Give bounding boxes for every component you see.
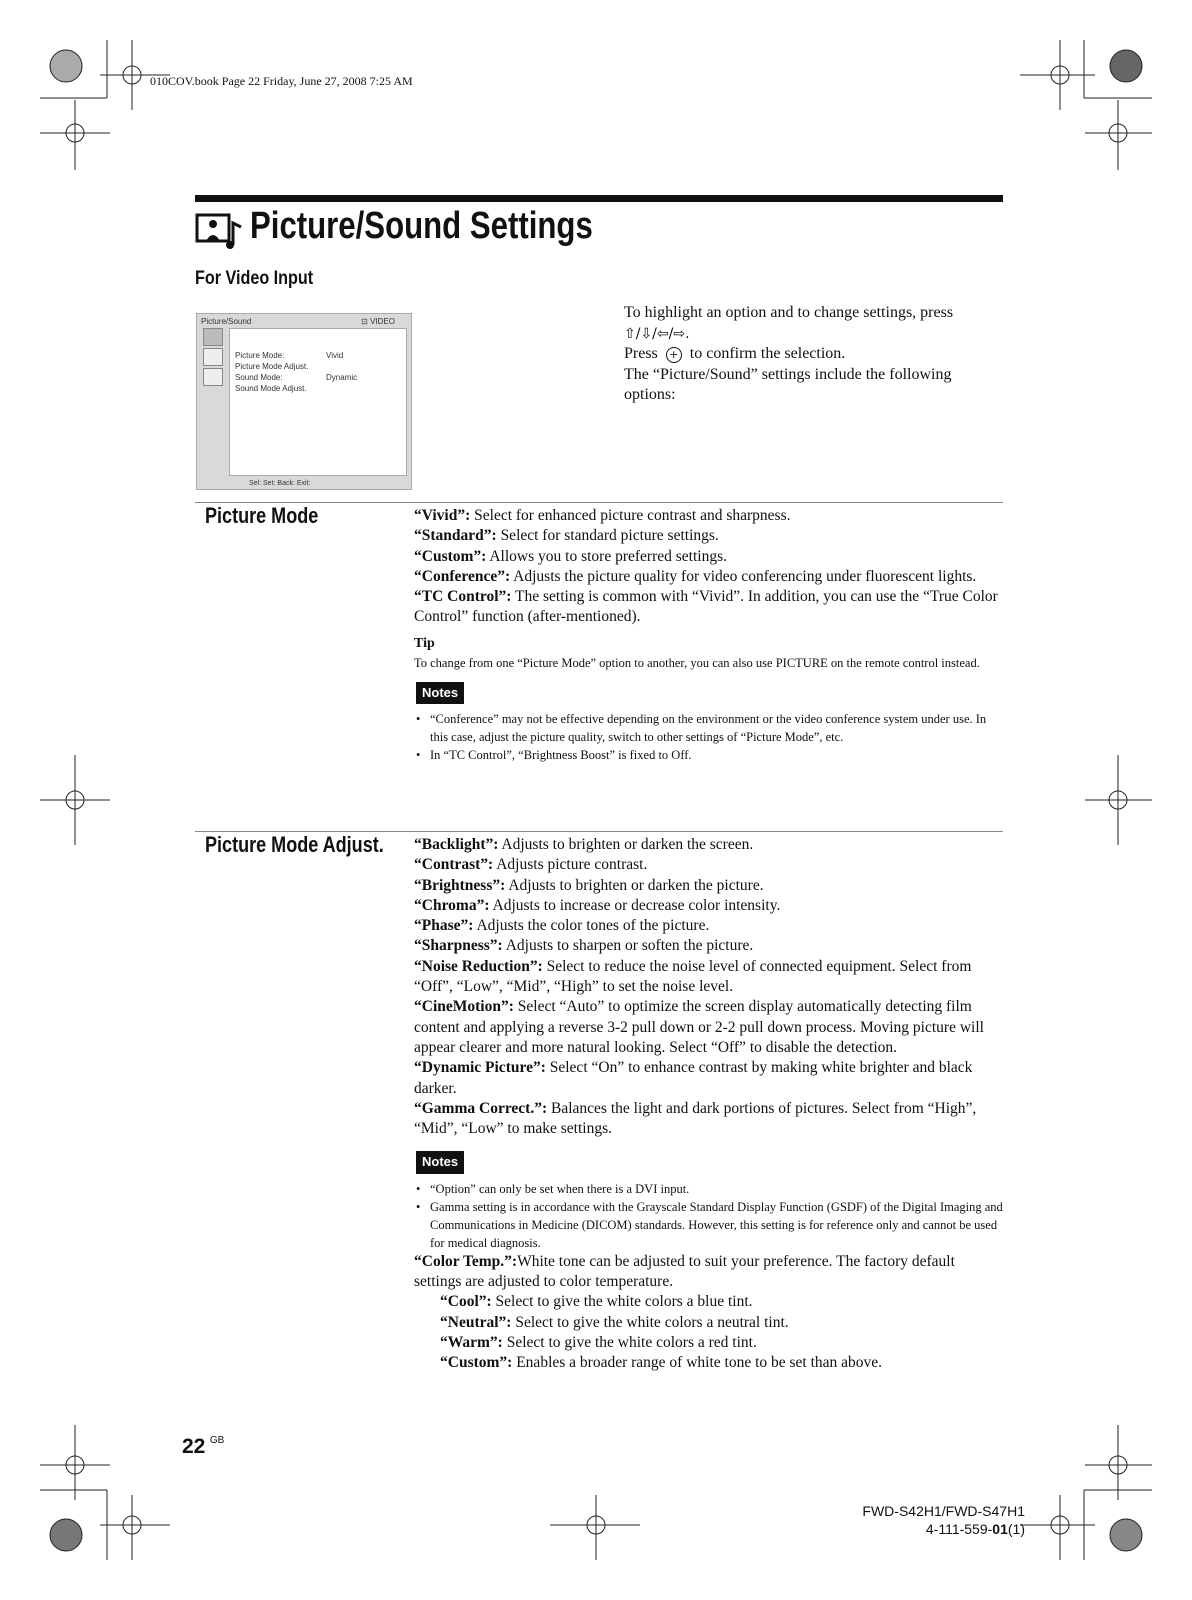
intro (624, 303, 1004, 406)
picture-mode-heading: Picture Mode (205, 503, 319, 528)
definition-entry: “Custom”: Enables a broader range of white tone to be set than above. (440, 1354, 883, 1372)
picture-mode-adjust-body (414, 835, 1004, 1374)
osd-header: Picture/Sound (201, 317, 252, 326)
definition-entry: “Backlight”: Adjusts to brighten or darken the screen. (414, 836, 754, 853)
osd-tab-picture-icon (203, 328, 223, 346)
definition-entry: “Dynamic Picture”: Select “On” to enhance contrast by making white brighter and black darker. (414, 1059, 973, 1097)
definition-entry: “Vivid”: Select for enhanced picture contrast and sharpness. (414, 507, 791, 524)
osd-tab-setup-icon (203, 348, 223, 366)
color-temp-entry: “Color Temp.”:White tone can be adjusted to suit your preference. The factory default settings are adjusted to color temperature. (414, 1252, 955, 1291)
picture-mode-adjust-notes (414, 1139, 1004, 1251)
picture-mode-body (414, 506, 1004, 764)
definition-entry: “Phase”: Adjusts the color tones of the picture. (414, 917, 710, 935)
book-meta: 010COV.book Page 22 Friday, June 27, 2008 7:25 AM (150, 74, 413, 88)
definition-entry: “Gamma Correct.”: Balances the light and dark portions of pictures. Select from “High”, “Mid”, “Low” to make settings. (414, 1099, 977, 1138)
intro-line: To highlight an option and to change settings, press (624, 304, 954, 321)
osd-footer: Sel: Set: Back: Exit: (249, 480, 311, 487)
osd-row-label: Picture Mode: (235, 351, 285, 360)
definition-entry: “Conference”: Adjusts the picture quality for video conferencing under fluorescent lights. (414, 567, 977, 585)
definition-entry: “Chroma”: Adjusts to increase or decrease color intensity. (414, 896, 781, 914)
enter-button-icon: + (666, 347, 682, 363)
osd-row-label: Sound Mode Adjust. (235, 384, 307, 393)
definition-entry: “Cool”: Select to give the white colors a blue tint. (440, 1293, 753, 1311)
notes-badge: Notes (416, 1151, 464, 1173)
osd-row-value: Vivid (326, 351, 344, 360)
osd-input: ⊡ VIDEO (361, 317, 395, 326)
osd-menu (229, 328, 407, 476)
definition-entry: “TC Control”: The setting is common with “Vivid”. In addition, you can use the “True Color Control” function (after-mentioned). (414, 588, 998, 626)
tip-text: To change from one “Picture Mode” option to another, you can also use PICTURE on the remote control instead. (414, 656, 980, 671)
section-subtitle: For Video Input (195, 268, 314, 289)
picture-mode-notes (414, 672, 1004, 764)
model-number: FWD-S42H1/FWD-S47H1 (862, 1503, 1025, 1519)
note-item: • Gamma setting is in accordance with the Grayscale Standard Display Function (GSDF) of the Digital Imaging and Communications in Medicine (DICOM) standards. However, this setting is for reference only and cannot be used for medical diagnosis. (414, 1198, 1004, 1252)
definition-entry: “CineMotion”: Select “Auto” to optimize the screen display automatically detecting film content and applying a reverse 3-2 pull down or 2-2 pull down process. Moving picture will appear clearer and more natural looking. Select “Off” to disable the detection. (414, 998, 984, 1056)
tip-title: Tip (414, 635, 435, 651)
title-rule (195, 195, 1003, 202)
intro-line: Press + to confirm the selection. (624, 345, 846, 362)
page-number: 22 $^{GB}$ (182, 1435, 225, 1458)
note-item: • “Conference” may not be effective depending on the environment or the video conference system under use. In this case, adjust the picture quality, switch to other settings of “Picture Mode”, etc. (414, 710, 1004, 746)
definition-entry: “Brightness”: Adjusts to brighten or darken the picture. (414, 876, 764, 894)
picture-mode-adjust-heading: Picture Mode Adjust. (205, 832, 384, 857)
definition-entry: “Contrast”: Adjusts picture contrast. (414, 856, 648, 874)
page-title: Picture/Sound Settings (250, 205, 593, 247)
definition-entry: “Custom”: Allows you to store preferred settings. (414, 547, 727, 565)
osd-row-label: Sound Mode: (235, 373, 283, 382)
osd-row-value: Dynamic (326, 373, 358, 382)
osd-tab-options-icon (203, 368, 223, 386)
part-number: 4-111-559-01(1) (925, 1521, 1025, 1537)
osd-row-label: Picture Mode Adjust. (235, 362, 309, 371)
definition-entry: “Noise Reduction”: Select to reduce the noise level of connected equipment. Select from “Off”, “Low”, “Mid”, “High” to set the noise level. (414, 957, 972, 996)
arrow-keys: ⇧/⇩/⇦/⇨. (624, 325, 690, 342)
definition-entry: “Neutral”: Select to give the white colors a neutral tint. (440, 1313, 789, 1331)
notes-badge: Notes (416, 682, 464, 704)
definition-entry: “Sharpness”: Adjusts to sharpen or soften the picture. (414, 937, 754, 955)
intro-line: The “Picture/Sound” settings include the following options: (624, 365, 952, 403)
note-item: • In “TC Control”, “Brightness Boost” is fixed to Off. (414, 746, 1004, 764)
definition-entry: “Standard”: Select for standard picture settings. (414, 527, 719, 545)
picture-sound-icon (195, 211, 245, 249)
note-item: • “Option” can only be set when there is a DVI input. (414, 1180, 1004, 1198)
definition-entry: “Warm”: Select to give the white colors a red tint. (440, 1333, 757, 1351)
osd-screenshot (196, 313, 412, 490)
